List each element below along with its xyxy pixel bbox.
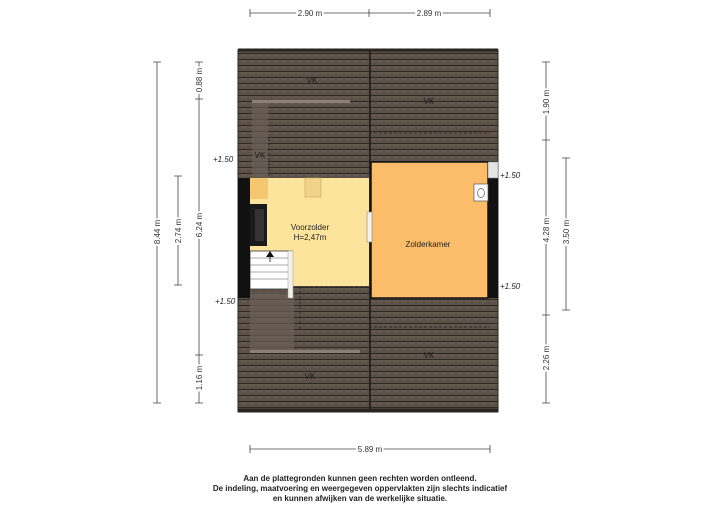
dim-left-bottom: 1.16 m xyxy=(195,365,204,391)
disclaimer-line-3: en kunnen afwijken van de werkelijke situatie. xyxy=(272,494,448,503)
room-name-voorzolder: Voorzolder xyxy=(290,223,330,232)
level-right-lower: +1.50 xyxy=(500,282,521,291)
zolderkamer-room xyxy=(367,162,498,298)
vk-label-bottom-left: VK xyxy=(304,372,316,381)
vk-label-left-small: VK xyxy=(254,151,266,160)
disclaimer-line-2: De indeling, maatvoering en weergegeven oppervlakten zijn slechts indicatief xyxy=(212,484,508,493)
dim-bottom: 5.89 m xyxy=(357,445,383,454)
dim-left-top: 0.88 m xyxy=(195,67,204,93)
room-name-zolderkamer: Zolderkamer xyxy=(405,240,451,249)
dim-top-right: 2.89 m xyxy=(416,9,442,18)
disclaimer-line-1: Aan de plattegronden kunnen geen rechten worden ontleend. xyxy=(243,474,477,483)
level-left-upper: +1.50 xyxy=(213,155,234,164)
disclaimer xyxy=(160,474,560,504)
dim-right-outer: 3.50 m xyxy=(562,219,571,245)
dim-left-total: 8.44 m xyxy=(153,219,162,245)
vk-label-top-right: VK xyxy=(423,97,435,106)
dim-right-middle: 4.28 m xyxy=(542,217,551,243)
dim-left-inner: 6.24 m xyxy=(195,212,204,238)
dim-right-top: 1.90 m xyxy=(542,89,551,115)
room-height-voorzolder: H=2,47m xyxy=(293,233,327,242)
vk-label-top-left: VK xyxy=(306,76,318,85)
dim-right-bottom: 2.26 m xyxy=(542,345,551,371)
sink-icon xyxy=(474,184,488,201)
level-left-lower: +1.50 xyxy=(215,297,236,306)
vk-label-bottom-right: VK xyxy=(423,351,435,360)
dim-top-left: 2.90 m xyxy=(297,9,323,18)
level-right-upper: +1.50 xyxy=(500,171,521,180)
dim-left-middle: 2.74 m xyxy=(174,218,183,244)
staircase xyxy=(250,251,292,289)
